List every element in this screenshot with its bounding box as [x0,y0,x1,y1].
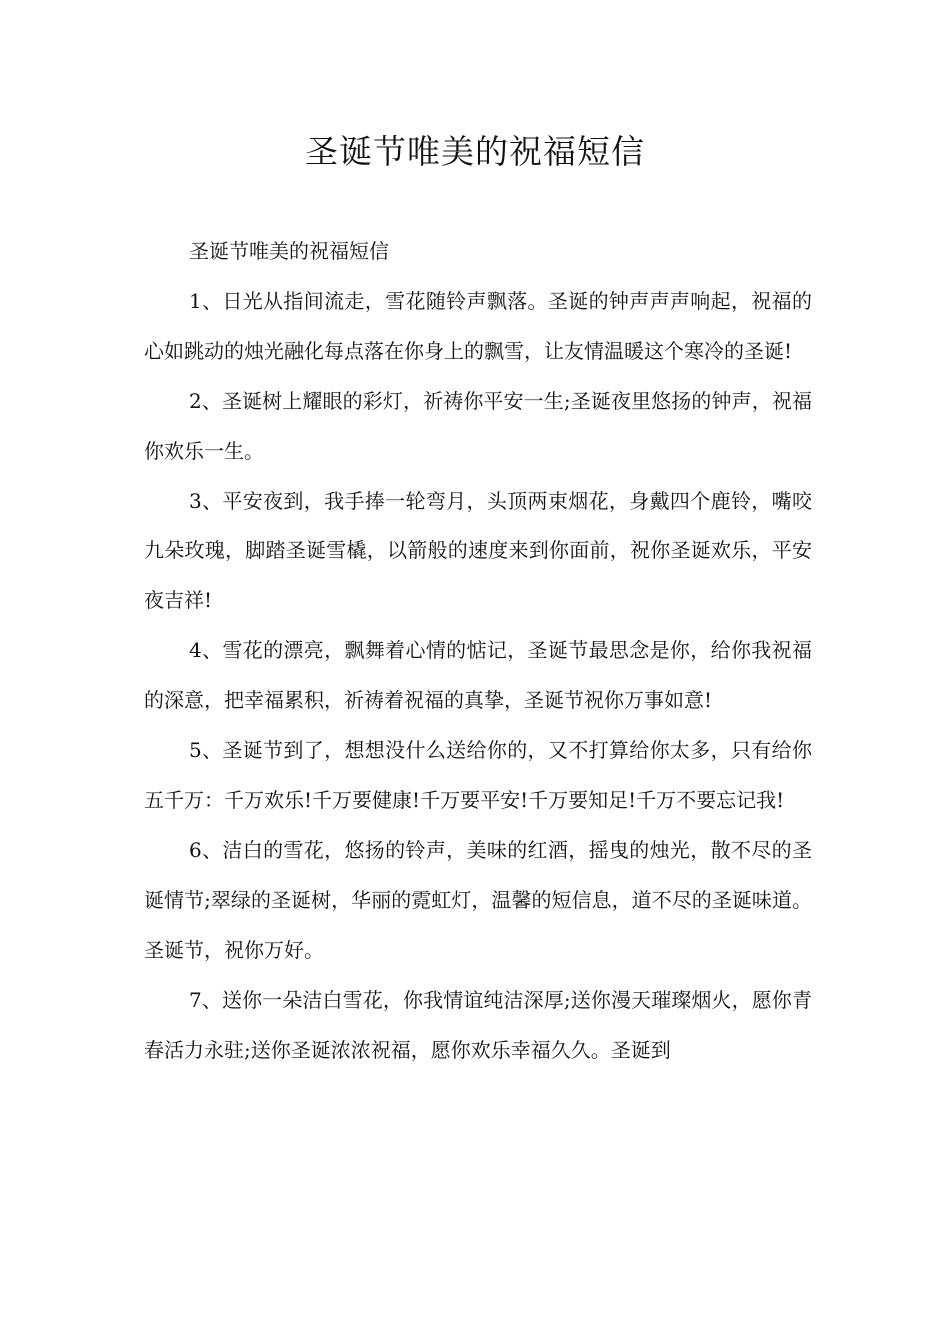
paragraph-item-6: 6、洁白的雪花，悠扬的铃声，美味的红酒，摇曳的烛光，散不尽的圣诞情节;翠绿的圣诞树，华丽的霓虹灯，温馨的短信息，道不尽的圣诞味道。圣诞节，祝你万好。 [144,837,812,962]
document-title: 圣诞节唯美的祝福短信 [305,132,645,171]
paragraph-item-4: 4、雪花的漂亮，飘舞着心情的惦记，圣诞节最思念是你，给你我祝福的深意，把幸福累积，祈祷着祝福的真挚，圣诞节祝你万事如意! [144,638,812,713]
paragraph-item-7: 7、送你一朵洁白雪花，你我情谊纯洁深厚;送你漫天璀璨烟火，愿你青春活力永驻;送你圣诞浓浓祝福，愿你欢乐幸福久久。圣诞到 [144,987,812,1062]
paragraph-subtitle: 圣诞节唯美的祝福短信 [189,239,389,263]
paragraph-item-2: 2、圣诞树上耀眼的彩灯，祈祷你平安一生;圣诞夜里悠扬的钟声，祝福你欢乐一生。 [144,388,812,463]
paragraph-item-5: 5、圣诞节到了，想想没什么送给你的，又不打算给你太多，只有给你五千万：千万欢乐!千万要健康!千万要平安!千万要知足!千万不要忘记我! [144,738,812,812]
paragraph-item-1: 1、日光从指间流走，雪花随铃声飘落。圣诞的钟声声声响起，祝福的心如跳动的烛光融化每点落在你身上的飘雪，让友情温暖这个寒冷的圣诞! [144,288,812,363]
document-body [144,227,812,1075]
paragraph-item-3: 3、平安夜到，我手捧一轮弯月，头顶两束烟花，身戴四个鹿铃，嘴咬九朵玫瑰，脚踏圣诞雪橇，以箭般的速度来到你面前，祝你圣诞欢乐，平安夜吉祥! [144,488,812,613]
